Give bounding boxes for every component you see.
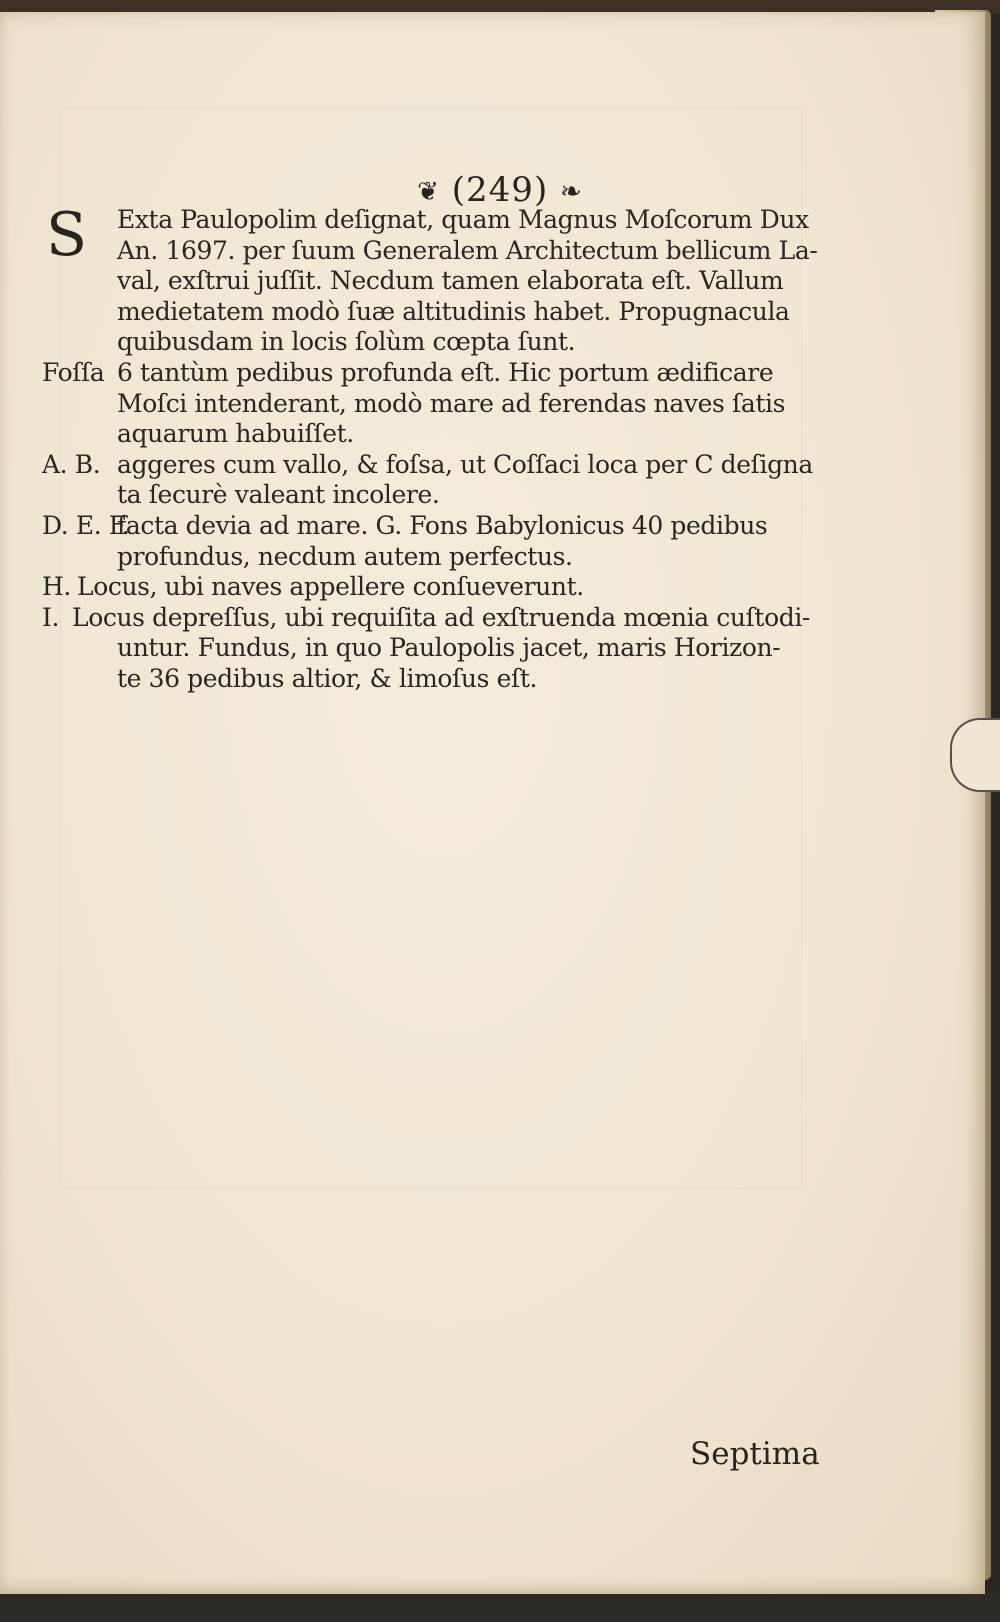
scan-bottom-border	[0, 1594, 1000, 1622]
line-text: profundus, necdum autem perfectus.	[117, 541, 573, 571]
line-label: I.	[42, 602, 60, 632]
drop-cap: S	[46, 200, 88, 270]
text-line	[42, 205, 832, 236]
ornament-left-icon: ❦	[417, 177, 440, 207]
text-line	[42, 327, 832, 358]
open-paren: (	[451, 170, 467, 210]
line-text: aggeres cum vallo, & foſsa, ut Coſſaci loca per C deſigna	[117, 449, 813, 479]
text-line	[42, 266, 832, 297]
text-line	[42, 297, 832, 328]
line-text: An. 1697. per ſuum Generalem Architectum bellicum La-	[117, 235, 818, 265]
line-text: Moſci intenderant, modò mare ad ferendas naves ſatis	[117, 388, 786, 418]
page-header	[0, 170, 1000, 210]
line-text: te 36 pedibus altior, & limoſus eſt.	[117, 663, 538, 693]
text-line	[42, 511, 832, 542]
close-paren: )	[533, 170, 549, 210]
text-line	[42, 572, 832, 603]
catchword: Septima	[690, 1436, 820, 1472]
text-line	[42, 450, 832, 481]
text-line	[42, 664, 832, 695]
line-label: A. B.	[42, 449, 101, 479]
line-text: medietatem modò ſuæ altitudinis habet. Propugnacula	[117, 296, 790, 326]
line-text: 6 tantùm pedibus profunda eſt. Hic portum ædificare	[117, 357, 774, 387]
line-text: aquarum habuiſſet.	[117, 419, 354, 449]
line-label: D. E. F.	[42, 510, 130, 540]
text-line	[42, 633, 832, 664]
line-text: quibusdam in locis ſolùm cœpta ſunt.	[117, 327, 576, 357]
line-text: facta devia ad mare. G. Fons Babylonicus 40 pedibus	[117, 510, 768, 540]
text-line	[42, 358, 832, 389]
text-line	[42, 236, 832, 267]
line-text: ta ſecurè valeant incolere.	[117, 480, 440, 510]
text-line	[42, 419, 832, 450]
text-line	[42, 480, 832, 511]
line-text: val, exſtrui juſſit. Necdum tamen elaborata eſt. Vallum	[117, 266, 784, 296]
line-label: Foſſa	[42, 357, 105, 387]
text-line	[42, 603, 832, 634]
line-text: Locus, ubi naves appellere conſueverunt.	[77, 572, 584, 602]
line-text: Exta Paulopolim deſignat, quam Magnus Moſcorum Dux	[117, 205, 809, 234]
line-text: Locus depreſſus, ubi requiſita ad exſtruenda mœnia cuſtodi-	[72, 602, 810, 632]
text-line	[42, 389, 832, 420]
line-text: untur. Fundus, in quo Paulopolis jacet, maris Horizon-	[117, 633, 781, 663]
page-number: 249	[466, 170, 534, 210]
page-clip-tab	[950, 718, 1000, 792]
line-label: H.	[42, 572, 71, 602]
text-line	[42, 542, 832, 573]
ornament-right-icon: ❧	[560, 177, 583, 207]
page-body-text	[42, 200, 832, 695]
